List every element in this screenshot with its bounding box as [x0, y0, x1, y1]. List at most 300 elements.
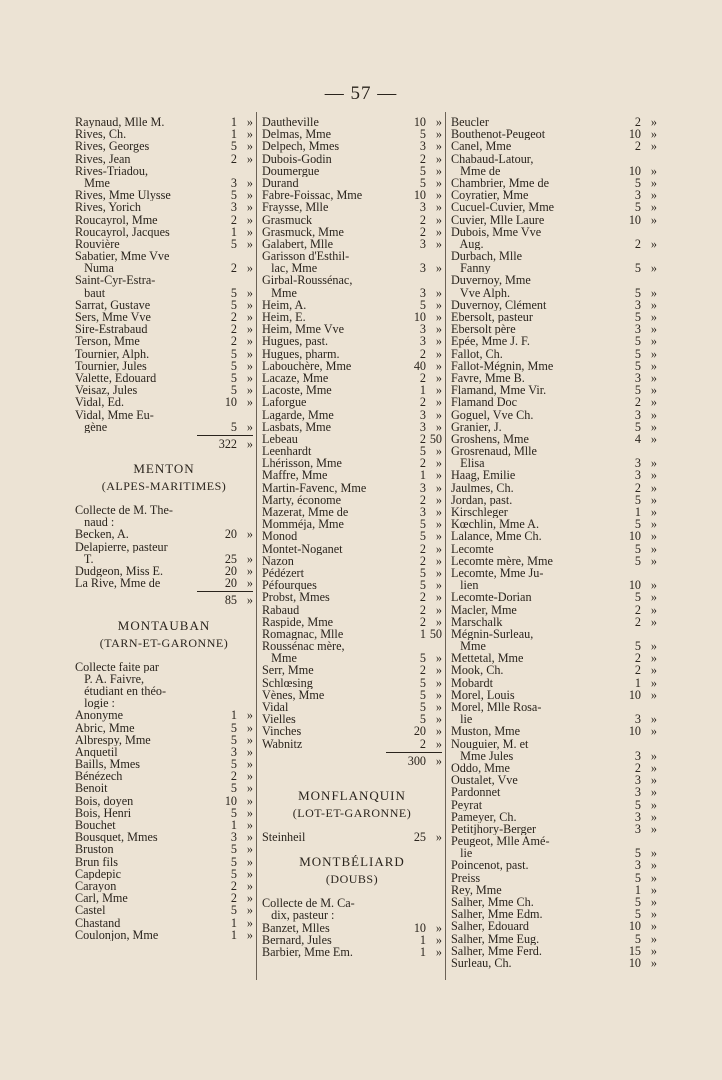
amount-centimes: » — [650, 955, 657, 970]
amount-francs: 5 — [230, 370, 237, 385]
amount-francs: 5 — [419, 651, 426, 666]
list-item — [451, 750, 657, 762]
amount-centimes: » — [435, 753, 442, 768]
amount-centimes: » — [435, 456, 442, 471]
list-item — [262, 831, 442, 843]
list-item — [75, 709, 253, 721]
amount-centimes: » — [650, 919, 657, 934]
list-item — [75, 734, 253, 746]
list-item — [262, 725, 442, 737]
amount-francs: 15 — [628, 943, 641, 958]
amount-centimes: » — [435, 236, 442, 251]
amount-centimes: » — [435, 115, 442, 129]
column-3 — [451, 116, 657, 969]
amount-francs: 5 — [419, 578, 426, 593]
list-item — [451, 274, 657, 286]
donor-name: Lacaze, Mme — [262, 371, 329, 385]
list-item — [75, 880, 253, 892]
amount-centimes: » — [435, 700, 442, 714]
list-item — [451, 579, 657, 591]
donor-name: Mégnin-Surleau, — [451, 627, 534, 641]
amount-centimes: » — [246, 793, 253, 808]
donor-name: Monod — [262, 530, 298, 543]
amount-centimes: » — [246, 212, 253, 227]
list-item — [262, 384, 442, 396]
list-item — [262, 372, 442, 384]
donor-name: Fraysse, Mlle — [262, 201, 329, 214]
amount-francs: 3 — [419, 236, 426, 251]
donor-name: étudiant en théo- — [75, 684, 167, 698]
list-item — [262, 755, 442, 767]
donor-name: Mook, Ch. — [451, 664, 504, 677]
donor-name: Labouchère, Mme — [262, 359, 352, 372]
amount-centimes: » — [246, 395, 253, 410]
donor-name: Martin-Favenc, Mme — [262, 481, 367, 494]
donor-name: Baills, Mmes — [75, 758, 141, 771]
amount-francs: 322 — [218, 436, 237, 451]
amount-francs: 10 — [628, 163, 641, 178]
amount-centimes: » — [246, 720, 253, 735]
donor-name: Nouguier, M. et — [451, 737, 529, 750]
amount-centimes: » — [650, 395, 657, 410]
amount-francs — [215, 409, 237, 421]
list-item — [75, 201, 253, 213]
amount-francs: 5 — [634, 590, 641, 605]
donor-name: Haag, Emilie — [451, 469, 516, 482]
list-item — [262, 116, 442, 128]
donor-name: Rives, Georges — [75, 140, 150, 153]
amount-centimes: » — [650, 188, 657, 203]
total-rule — [386, 752, 442, 753]
donor-name: Epée, Mme J. F. — [451, 335, 530, 348]
amount-centimes: » — [435, 529, 442, 544]
list-item — [75, 348, 253, 360]
donor-name: Bernard, Jules — [262, 933, 332, 946]
amount-centimes: » — [435, 541, 442, 556]
amount-centimes: » — [650, 261, 657, 276]
donor-name: Saint-Cyr-Estra- — [75, 274, 156, 287]
amount-francs: 1 — [230, 127, 237, 142]
donor-name: Jaulmes, Ch. — [451, 481, 514, 494]
donor-name: Dubois-Godin — [262, 152, 332, 165]
amount-centimes: » — [650, 724, 657, 739]
donor-name: Dautheville — [262, 116, 319, 129]
amount-centimes: » — [246, 358, 253, 373]
amount-francs — [215, 541, 237, 553]
amount-francs: 300 — [407, 753, 426, 768]
amount-francs: 2 — [419, 602, 426, 617]
donor-name: Groshens, Mme — [451, 432, 529, 446]
amount-francs: 2 — [230, 891, 237, 906]
list-item — [262, 226, 442, 238]
amount-centimes: » — [435, 370, 442, 385]
list-item — [262, 433, 442, 445]
amount-francs: 5 — [230, 903, 237, 918]
amount-francs: 5 — [230, 720, 237, 735]
amount-centimes: » — [650, 882, 657, 897]
list-item — [75, 504, 253, 516]
list-item — [451, 847, 657, 859]
donor-name: Coulonjon, Mme — [75, 928, 159, 941]
donor-name: Bénézech — [75, 770, 123, 783]
amount-francs: 5 — [634, 358, 641, 373]
list-item — [451, 360, 657, 372]
spacer — [262, 767, 442, 777]
amount-centimes: » — [650, 358, 657, 373]
column-2 — [262, 116, 442, 958]
donor-name: Salher, Mme Eug. — [451, 932, 540, 945]
amount-francs: 3 — [419, 322, 426, 337]
list-item — [75, 177, 253, 189]
amount-centimes: » — [650, 846, 657, 861]
list-item — [451, 640, 657, 652]
list-item — [262, 616, 442, 628]
donor-name: Mme — [451, 640, 486, 653]
amount-francs: 10 — [628, 919, 641, 934]
amount-centimes: » — [650, 858, 657, 873]
list-item — [75, 140, 253, 152]
amount-francs: 10 — [628, 529, 641, 544]
donor-name: Canel, Mme — [451, 140, 512, 153]
amount-centimes: » — [246, 903, 253, 918]
amount-francs: 5 — [419, 675, 426, 690]
amount-centimes: » — [246, 732, 253, 747]
amount-centimes: » — [246, 769, 253, 784]
amount-francs: 2 — [230, 322, 237, 337]
amount-francs: 5 — [230, 358, 237, 373]
list-item — [75, 128, 253, 140]
amount-francs: 5 — [634, 639, 641, 654]
donor-name: Rey, Mme — [451, 883, 502, 896]
donor-name: Vidal, Ed. — [75, 396, 125, 409]
amount-centimes: » — [650, 541, 657, 556]
amount-francs: 3 — [419, 285, 426, 300]
amount-centimes: » — [246, 744, 253, 759]
amount-centimes — [641, 153, 657, 165]
amount-francs: 5 — [634, 907, 641, 922]
spacer — [75, 494, 253, 504]
list-item — [75, 697, 253, 709]
list-item — [75, 770, 253, 782]
donor-name: Pameyer, Ch. — [451, 810, 517, 823]
amount-centimes — [641, 738, 657, 750]
amount-centimes: » — [650, 322, 657, 337]
donor-name: T. — [75, 552, 94, 565]
amount-centimes: » — [650, 553, 657, 568]
amount-centimes: » — [246, 297, 253, 312]
amount-francs: 1 — [230, 915, 237, 930]
list-item — [451, 116, 657, 128]
list-item — [75, 311, 253, 323]
amount-centimes — [426, 274, 442, 286]
amount-centimes: » — [650, 748, 657, 763]
list-item — [75, 929, 253, 941]
donor-name: Preiss — [451, 871, 481, 884]
amount-centimes: » — [650, 407, 657, 422]
donor-name: Leenhardt — [262, 445, 312, 458]
amount-centimes: » — [246, 224, 253, 239]
donor-name: Delpech, Mmes — [262, 140, 340, 153]
list-item — [451, 250, 657, 262]
amount-francs: 5 — [419, 687, 426, 702]
donor-name: Lecomte-Dorian — [451, 591, 532, 604]
spacer — [262, 843, 442, 853]
donor-name: Cuvier, Mlle Laure — [451, 213, 545, 226]
list-item — [262, 445, 442, 457]
donor-name: Mme — [262, 286, 297, 299]
amount-francs — [619, 738, 641, 750]
list-item — [75, 904, 253, 916]
amount-centimes: » — [246, 708, 253, 723]
donor-name: Brun fils — [75, 855, 118, 868]
amount-francs: 5 — [230, 805, 237, 820]
amount-francs: 2 — [230, 769, 237, 784]
amount-centimes: » — [650, 115, 657, 129]
list-item — [451, 689, 657, 701]
amount-centimes: » — [435, 358, 442, 373]
donor-name: Probst, Mmes — [262, 591, 330, 604]
amount-francs: 5 — [230, 383, 237, 398]
amount-francs: 2 — [419, 224, 426, 239]
list-item — [451, 920, 657, 932]
amount-francs: 5 — [634, 517, 641, 532]
amount-francs: 5 — [634, 334, 641, 349]
amount-centimes: » — [435, 188, 442, 203]
amount-francs: 5 — [230, 139, 237, 154]
donor-name — [75, 438, 215, 450]
amount-centimes: » — [246, 139, 253, 154]
spacer — [75, 450, 253, 460]
amount-francs: 3 — [634, 407, 641, 422]
donor-name: Fabre-Foissac, Mme — [262, 189, 363, 202]
donor-name: Chastand — [75, 916, 121, 929]
list-item — [75, 421, 253, 433]
amount-francs: 5 — [419, 175, 426, 190]
amount-centimes: » — [435, 517, 442, 532]
amount-centimes: » — [435, 724, 442, 739]
list-item — [451, 799, 657, 811]
amount-centimes: » — [246, 188, 253, 203]
list-item — [262, 934, 442, 946]
amount-centimes: » — [650, 614, 657, 629]
amount-francs: 3 — [230, 200, 237, 215]
amount-francs: 10 — [413, 115, 426, 129]
donor-name: Mettetal, Mme — [451, 652, 524, 665]
amount-francs: 3 — [634, 773, 641, 788]
donor-name: Lacoste, Mme — [262, 384, 332, 397]
amount-centimes: » — [650, 200, 657, 215]
donor-name: Poincenot, past. — [451, 859, 529, 872]
amount-francs: 2 — [419, 736, 426, 751]
list-item — [451, 299, 657, 311]
amount-centimes: » — [650, 687, 657, 702]
amount-centimes: » — [650, 590, 657, 605]
amount-francs: 1 — [230, 818, 237, 832]
amount-francs: 5 — [419, 529, 426, 544]
donor-name: Salher, Edouard — [451, 920, 530, 933]
amount-centimes: » — [650, 712, 657, 727]
donor-name: Delapierre, pasteur — [75, 540, 168, 553]
column-divider — [256, 112, 257, 980]
amount-centimes — [641, 274, 657, 286]
donor-name: Sarrat, Gustave — [75, 298, 151, 311]
list-item — [451, 530, 657, 542]
list-item — [75, 372, 253, 384]
list-item — [75, 299, 253, 311]
donor-name: Durbach, Mlle — [451, 250, 523, 263]
donor-name: Castel — [75, 904, 106, 917]
donor-name: Bois, doyen — [75, 794, 134, 807]
amount-centimes: » — [246, 842, 253, 857]
amount-centimes: » — [650, 431, 657, 446]
list-item — [262, 628, 442, 640]
amount-centimes: » — [650, 675, 657, 690]
donor-name: Roucayrol, Mme — [75, 213, 158, 226]
donor-name: Beucler — [451, 116, 489, 129]
amount-centimes: » — [650, 663, 657, 678]
amount-francs — [215, 685, 237, 697]
donor-name: Peugeot, Mlle Amé- — [451, 835, 550, 848]
list-item — [75, 165, 253, 177]
list-item — [262, 165, 442, 177]
donor-name: Pardonnet — [451, 786, 501, 799]
list-item — [451, 811, 657, 823]
donor-name: Flamand Doc — [451, 396, 518, 409]
list-item — [451, 335, 657, 347]
list-item — [75, 917, 253, 929]
amount-centimes: » — [650, 480, 657, 495]
donor-name: Galabert, Mlle — [262, 237, 334, 251]
amount-francs: 5 — [230, 188, 237, 203]
list-item — [262, 567, 442, 579]
amount-centimes: » — [650, 212, 657, 227]
donor-name: Sabatier, Mme Vve — [75, 250, 170, 263]
list-item — [75, 843, 253, 855]
list-item — [451, 482, 657, 494]
spacer — [75, 607, 253, 617]
donor-name: Wabnitz — [262, 737, 303, 750]
amount-francs: 5 — [419, 700, 426, 714]
list-item — [451, 262, 657, 274]
amount-francs: 3 — [419, 261, 426, 276]
amount-francs: 2 — [230, 878, 237, 893]
amount-francs: 5 — [230, 781, 237, 796]
donor-name: Bouchet — [75, 819, 116, 832]
donor-name — [75, 594, 215, 606]
donor-name: Marty, économe — [262, 493, 342, 506]
amount-centimes: » — [650, 517, 657, 532]
amount-centimes: » — [246, 127, 253, 142]
donor-name: Hugues, pharm. — [262, 347, 340, 360]
list-item — [262, 946, 442, 958]
donor-name: Vinches — [262, 725, 302, 738]
donor-name: Oddo, Mme — [451, 761, 510, 775]
donor-name: Heim, A. — [262, 298, 307, 311]
amount-centimes: » — [435, 920, 442, 935]
amount-francs: 3 — [634, 809, 641, 824]
list-item — [451, 140, 657, 152]
amount-francs: 1 — [419, 468, 426, 483]
donor-name: Mobardt — [451, 676, 493, 689]
donor-name: Elisa — [451, 457, 485, 470]
amount-francs: 10 — [628, 687, 641, 702]
section-heading: MENTON — [133, 461, 195, 477]
amount-centimes: » — [650, 163, 657, 178]
amount-centimes: » — [246, 805, 253, 820]
list-item — [75, 685, 253, 697]
amount-francs: 5 — [230, 854, 237, 869]
amount-centimes: » — [246, 346, 253, 361]
list-item — [262, 238, 442, 250]
donor-name: Bousquet, Mmes — [75, 831, 158, 844]
amount-francs: 5 — [419, 444, 426, 459]
amount-centimes: » — [650, 760, 657, 775]
list-item — [75, 807, 253, 819]
donor-name: lien — [451, 579, 479, 592]
amount-francs: 5 — [634, 175, 641, 190]
amount-francs: 3 — [419, 480, 426, 495]
amount-francs: 2 — [419, 151, 426, 166]
amount-francs: 3 — [634, 370, 641, 385]
amount-centimes: » — [435, 285, 442, 300]
donor-name: baut — [75, 286, 106, 299]
amount-centimes: » — [650, 821, 657, 836]
amount-centimes: » — [435, 419, 442, 434]
amount-francs: 1 — [230, 708, 237, 723]
amount-francs: 3 — [634, 468, 641, 483]
list-item — [75, 274, 253, 286]
list-item — [75, 577, 253, 589]
amount-francs: 5 — [230, 842, 237, 857]
list-item — [262, 494, 442, 506]
section-heading: MONTAUBAN — [117, 617, 211, 633]
list-item — [451, 555, 657, 567]
amount-centimes: » — [650, 785, 657, 800]
donor-name: Ebersolt, pasteur — [451, 311, 533, 324]
list-item — [75, 335, 253, 347]
donor-name: Vidal — [262, 701, 289, 714]
amount-francs: 10 — [413, 920, 426, 935]
donor-name: Valette, Edouard — [75, 371, 157, 385]
amount-francs: 1 — [419, 944, 426, 959]
amount-francs: 2 — [230, 212, 237, 227]
amount-centimes — [237, 685, 253, 697]
page-number: — 57 — — [324, 83, 398, 104]
donor-name: Lhérisson, Mme — [262, 457, 342, 470]
amount-francs: 4 — [634, 431, 641, 446]
donor-name: Anonyme — [75, 709, 124, 722]
amount-centimes: » — [650, 492, 657, 507]
list-item — [262, 262, 442, 274]
amount-francs: 2 — [634, 395, 641, 410]
donor-name: Morel, Louis — [451, 688, 515, 701]
amount-centimes: » — [435, 565, 442, 580]
list-item — [451, 189, 657, 201]
amount-francs: 2 — [419, 456, 426, 471]
donor-name: Salher, Mme Ferd. — [451, 944, 542, 957]
list-item — [262, 128, 442, 140]
amount-centimes: » — [650, 236, 657, 251]
amount-centimes: » — [650, 383, 657, 398]
amount-centimes: » — [435, 651, 442, 666]
list-item — [75, 892, 253, 904]
amount-centimes: » — [435, 334, 442, 349]
donor-name: Oustalet, Vve — [451, 774, 518, 787]
list-item — [262, 640, 442, 652]
donor-name: Albrespy, Mme — [75, 733, 151, 746]
amount-centimes: » — [650, 651, 657, 666]
amount-francs: 2 — [419, 590, 426, 605]
